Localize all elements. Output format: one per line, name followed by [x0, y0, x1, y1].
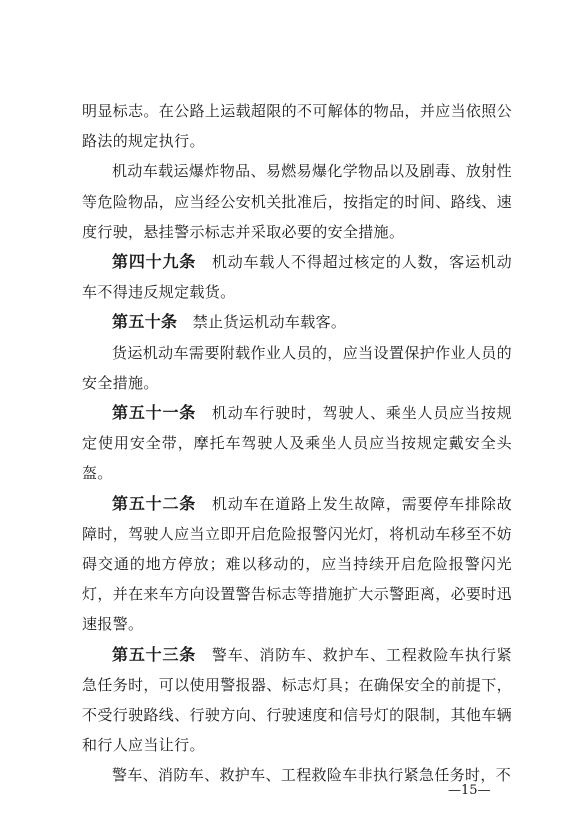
article-number: 第四十九条: [112, 252, 197, 272]
article-53: [82, 640, 512, 761]
page-number: —15—: [448, 783, 491, 798]
paragraph-2: [82, 156, 512, 247]
article-number: 第五十二条: [112, 493, 197, 513]
article-text: 禁止货运机动车载客。: [192, 313, 347, 332]
paragraph-5: [82, 338, 512, 398]
paragraph-text: 警车、消防车、救护车、工程救险车非执行紧急任务时，不: [112, 766, 512, 785]
article-49: [82, 247, 512, 307]
article-number: 第五十一条: [112, 403, 197, 423]
article-text: 机动车在道路上发生故障，需要停车排除故障时，驾驶人应当立即开启危险报警闪光灯，将机动车移至不妨碍交通的地方停放；难以移动的，应当持续开启危险报警闪光灯，并在来车方向设置警告标志等措施扩大示警距离，必要时迅速报警。: [82, 494, 512, 634]
article-50: [82, 307, 512, 337]
article-51: [82, 398, 512, 489]
paragraph-text: 货运机动车需要附载作业人员的，应当设置保护作业人员的安全措施。: [82, 343, 512, 392]
article-number: 第五十三条: [112, 644, 197, 664]
article-text: 机动车载人不得超过核定的人数，客运机动车不得违反规定载货。: [82, 253, 512, 302]
article-52: [82, 489, 512, 640]
article-text: 警车、消防车、救护车、工程救险车执行紧急任务时，可以使用警报器、标志灯具；在确保安全的前提下，不受行驶路线、行驶方向、行驶速度和信号灯的限制，其他车辆和行人应当让行。: [82, 645, 512, 755]
article-number: 第五十条: [112, 312, 178, 332]
article-text: 机动车行驶时，驾驶人、乘坐人员应当按规定使用安全带，摩托车驾驶人及乘坐人员应当按规定戴安全头盔。: [82, 404, 512, 483]
document-body: [82, 96, 512, 791]
paragraph-text: 机动车载运爆炸物品、易燃易爆化学物品以及剧毒、放射性等危险物品，应当经公安机关批准后，按指定的时间、路线、速度行驶，悬挂警示标志并采取必要的安全措施。: [82, 162, 512, 241]
paragraph-text: 明显标志。在公路上运载超限的不可解体的物品，并应当依照公路法的规定执行。: [82, 102, 512, 151]
paragraph-1: [82, 96, 512, 156]
